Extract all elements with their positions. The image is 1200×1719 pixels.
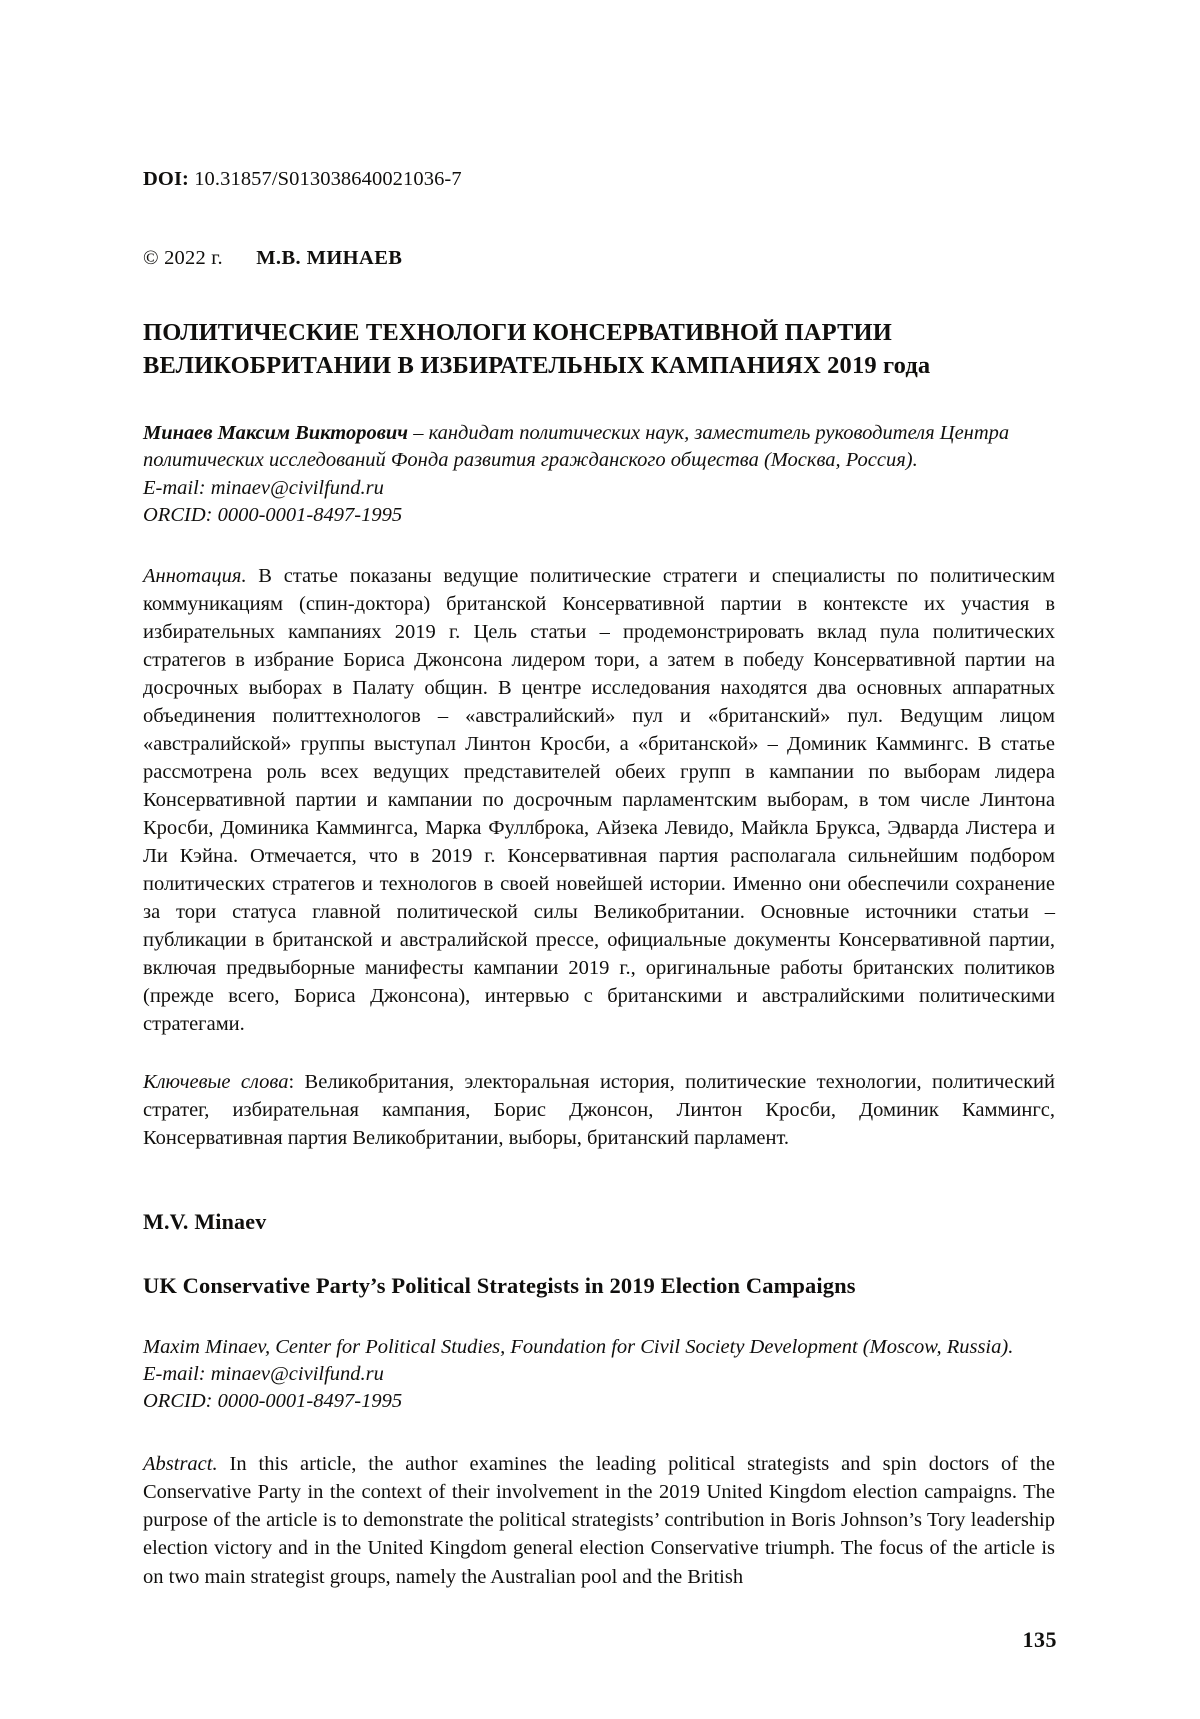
keywords-ru-label: Ключевые слова [143,1070,289,1093]
copyright-line [143,247,1055,270]
abstract-en-label: Abstract. [143,1452,218,1475]
author-description-ru: – кандидат политических наук, заместитель руководителя Центра политических исследований Фонда развития гражданского общества (Москва, Россия). [143,422,1010,472]
keywords-ru [143,1069,1055,1153]
page-content [143,168,1055,1591]
abstract-ru [143,563,1055,1038]
author-email-ru: E-mail: minaev@civilfund.ru [143,476,384,499]
doi-value: 10.31857/S013038640021036-7 [194,168,462,190]
abstract-en [143,1450,1055,1591]
page-number: 135 [1022,1627,1057,1652]
author-orcid-en: ORCID: 0000-0001-8497-1995 [143,1390,403,1413]
author-orcid-ru: ORCID: 0000-0001-8497-1995 [143,503,403,526]
affiliation-en-text: Maxim Minaev, Center for Political Studies, Foundation for Civil Society Development (Moscow, Russia). [143,1335,1014,1358]
author-email-en: E-mail: minaev@civilfund.ru [143,1363,384,1385]
author-info-ru [143,420,1055,529]
keywords-ru-text: : Великобритания, электоральная история, политические технологии, политический стратег, избирательная кампания, Борис Джонсон, Линтон Кросби, Доминик Каммингс, Консервативная партия Великобритании, выборы, британский парламент. [143,1070,1056,1149]
abstract-ru-text: В статье показаны ведущие политические стратеги и специалисты по политическим коммуникациям (спин-доктора) британской Консервативной партии в контексте их участия в избирательных кампаниях 2019 г. Цель статьи – продемонстрировать вклад пула политических стратегов в избрание Бориса Джонсона лидером тори, а затем в победу Консервативной партии на досрочных выборах в Палату общин. В центре исследования находятся два основных аппаратных объединения политтехнологов – «австралийский» пул и «британский» пул. Ведущим лицом «австралийской» группы выступал Линтон Кросби, а «британской» – Доминик Каммингс. В статье рассмотрена роль всех ведущих представителей обеих групп в кампании по выборам лидера Консервативной партии и кампании по досрочным парламентским выборам, в том числе Линтона Кросби, Доминика Каммингса, Марка Фуллброка, Айзека Левидо, Майкла Брукса, Эдварда Листера и Ли Кэйна. Отмечается, что в 2019 г. Консервативная партия располагала сильнейшим подбором политических стратегов и технологов в своей новейшей истории. Именно они обеспечили сохранение за тори статуса главной политической силы Великобритании. Основные источники статьи – публикации в британской и австралийской прессе, официальные документы Консервативной партии, включая предвыборные манифесты кампании 2019 г., оригинальные работы британских политиков (прежде всего, Бориса Джонсона), интервью с британскими и австралийскими политическими стратегами. [143,565,1055,1035]
author-name-ru: Минаев Максим Викторович [143,422,409,445]
doi-line [143,168,1055,191]
copyright-year: © 2022 г. [143,247,223,269]
article-title-en: UK Conservative Party’s Political Strategists in 2019 Election Campaigns [143,1272,856,1298]
affiliation-en [143,1334,1055,1416]
doi-label: DOI: [143,168,189,190]
abstract-ru-label: Аннотация. [143,565,247,588]
page-title: ПОЛИТИЧЕСКИЕ ТЕХНОЛОГИ КОНСЕРВАТИВНОЙ ПАРТИИ ВЕЛИКОБРИТАНИИ В ИЗБИРАТЕЛЬНЫХ КАМПАНИЯХ 2019 года [143,319,931,380]
author-name-en: M.V. Minaev [143,1208,267,1234]
abstract-en-text: In this article, the author examines the leading political strategists and spin doctors of the Conservative Party in the context of their involvement in the 2019 United Kingdom election campaigns. The purpose of the article is to demonstrate the political strategists’ contribution in Boris Johnson’s Tory leadership election victory and in the United Kingdom general election Conservative triumph. The focus of the article is on two main strategist groups, namely the Australian pool and the British [143,1452,1055,1588]
copyright-author: М.В. МИНАЕВ [256,247,403,269]
